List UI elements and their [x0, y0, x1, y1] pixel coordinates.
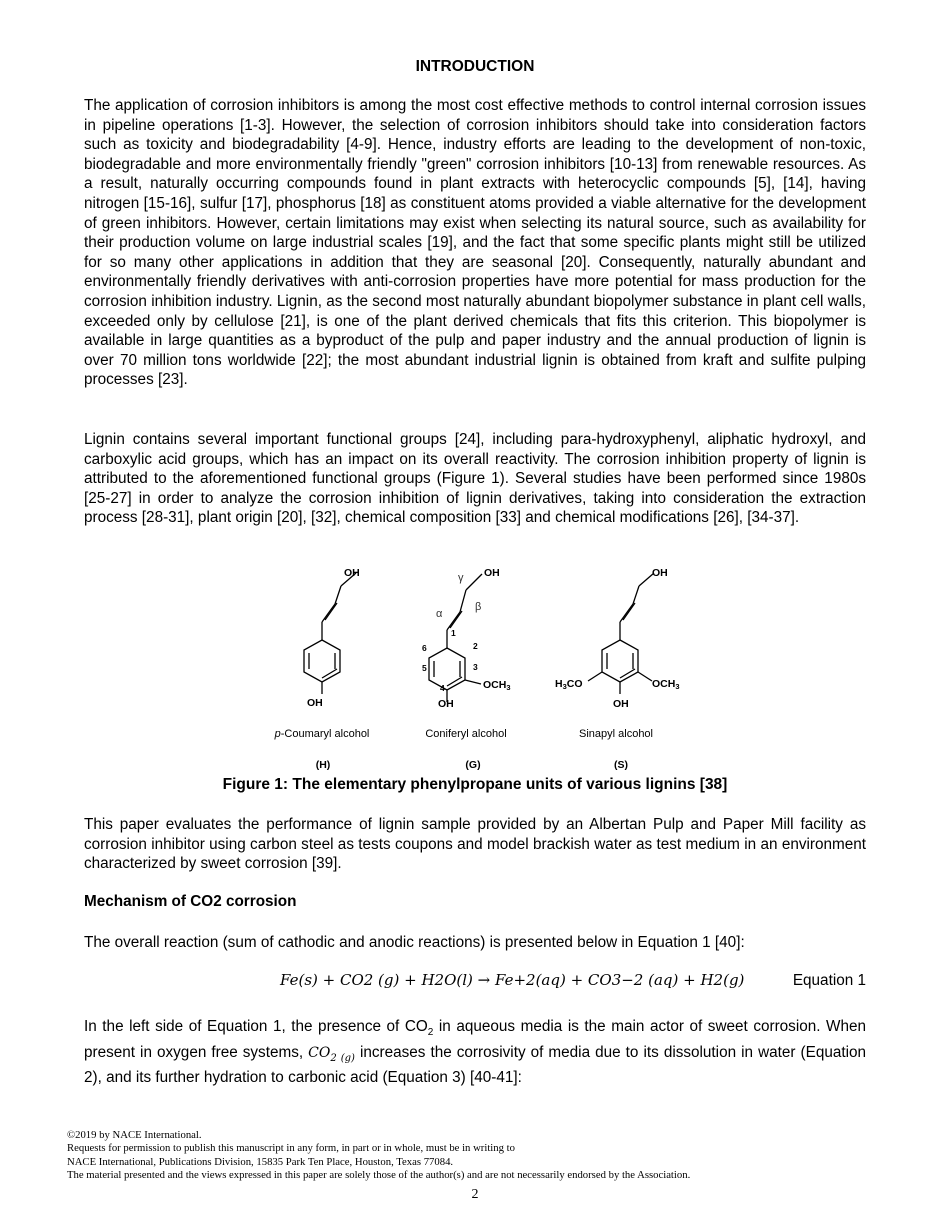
footer-line: Requests for permission to publish this manuscript in any form, in part or in whole, must be in writing to: [67, 1142, 515, 1155]
h-oh-top-label: OH: [344, 567, 360, 579]
footer-line: NACE International, Publications Division, 15835 Park Ten Place, Houston, Texas 77084.: [67, 1155, 454, 1168]
g-position-1: 1: [451, 628, 456, 638]
footer-line: ©2019 by NACE International.: [67, 1129, 202, 1141]
g-alpha-label: α: [436, 608, 443, 620]
g-oh-bottom-label: OH: [438, 698, 454, 710]
equation-1-label: Equation 1: [792, 972, 866, 989]
page-number: 2: [471, 1187, 479, 1202]
sinapyl-structure: [588, 573, 654, 694]
h-oh-bottom-label: OH: [307, 697, 323, 709]
g-position-3: 3: [473, 662, 478, 672]
figure-caption: Figure 1: The elementary phenylpropane units of various lignins [38]: [222, 776, 728, 793]
intro-paragraph-3: This paper evaluates the performance of lignin sample provided by an Albertan Pulp and Paper Mill facility as corrosion inhibitor using carbon steel as tests coupons and model brackish water as test medium in an environment characterized by sweet corrosion [39].: [84, 816, 866, 873]
s-och3-label: OCH3: [652, 678, 680, 691]
s-h3co-label: H3CO: [555, 678, 583, 691]
g-position-2: 2: [473, 641, 478, 651]
copyright-footer: [67, 1129, 887, 1183]
lignin-structures-figure: [250, 560, 700, 780]
coumaryl-structure: [304, 573, 356, 694]
g-position-5: 5: [422, 663, 427, 673]
g-position-6: 6: [422, 643, 427, 653]
coumaryl-code: (H): [315, 759, 331, 771]
g-oh-top-label: OH: [484, 567, 500, 579]
coniferyl-code: (G): [465, 759, 481, 771]
section-heading: INTRODUCTION: [415, 58, 535, 75]
coniferyl-name: Coniferyl alcohol: [425, 728, 507, 740]
mechanism-paragraph: In the left side of Equation 1, the presence of $CO_2$ in aqueous media is the main actor of sweet corrosion. When present in oxygen free systems, $CO_{2 (g)}$ increases the corrosivity of media due to its dissolution in water (Equation 2), and its further hydration to carbonic acid (Equation 3) [40-41]:: [84, 1018, 866, 1087]
equation-intro-paragraph: The overall reaction (sum of cathodic and anodic reactions) is presented below in Equation 1 [40]:: [84, 934, 745, 951]
subsection-heading: Mechanism of CO2 corrosion: [84, 893, 297, 910]
g-beta-label: β: [475, 601, 482, 613]
coumaryl-name: p-Coumaryl alcohol: [274, 728, 370, 740]
sinapyl-name: Sinapyl alcohol: [579, 728, 653, 740]
g-gamma-label: γ: [458, 572, 464, 584]
s-oh-top-label: OH: [652, 567, 668, 579]
coniferyl-structure: [429, 574, 482, 702]
equation-1: Fe(s) + CO2 (g) + H2O(l) → Fe+2(aq) + CO3−2 (aq) + H2(g): [280, 971, 745, 989]
footer-line: The material presented and the views expressed in this paper are solely those of the author(s) and are not necessarily endorsed by the Association.: [67, 1169, 691, 1182]
intro-paragraph-1: The application of corrosion inhibitors is among the most cost effective methods to control internal corrosion issues in pipeline operations [1-3]. However, the selection of corrosion inhibitors should take into consideration factors such as toxicity and biodegradability [4-9]. Hence, industry efforts are leading to the development of non-toxic, biodegradable and more environmentally friendly "green" corrosion inhibitors [10-13] from renewable resources. As a result, naturally occurring compounds found in plant extracts with heterocyclic compounds [5], [14], having nitrogen [15-16], sulfur [17], phosphorus [18] as constituent atoms provided a viable alternative for the development of green inhibitors. However, certain limitations may exist when selecting its natural source, such as availability for their production volume on large industrial scales [19], and the fact that some specific plants might still be utilized for so many other applications in addition that they are seasonal [20]. Consequently, naturally abundant and environmentally friendly derivatives with anti-corrosion properties have more potential for mass production for the corrosion inhibition industry. Lignin, as the second most naturally abundant biopolymer substance in plant cell walls, exceeded only by cellulose [21], is one of the plant derived chemicals that fits this criterion. This biopolymer is available in large quantities as a byproduct of the pulp and paper industry and the annual production of lignin is over 70 million tons worldwide [22]; the most abundant industrial lignin is obtained from kraft and sulfite pulping processes [23].: [84, 97, 866, 389]
intro-paragraph-2: Lignin contains several important functional groups [24], including para-hydroxyphenyl, aliphatic hydroxyl, and carboxylic acid groups, which has an impact on its overall reactivity. The corrosion inhibition property of lignin is attributed to the aforementioned functional groups (Figure 1). Several studies have been performed since 1980s [25-27] in order to analyze the corrosion inhibition of lignin derivatives, taking into consideration the extraction process [28-31], plant origin [20], [32], chemical composition [33] and chemical modifications [26], [34-37].: [84, 431, 866, 527]
s-oh-bottom-label: OH: [613, 698, 629, 710]
g-och3-label: OCH3: [483, 679, 511, 692]
sinapyl-code: (S): [614, 759, 628, 771]
g-position-4: 4: [440, 683, 445, 693]
